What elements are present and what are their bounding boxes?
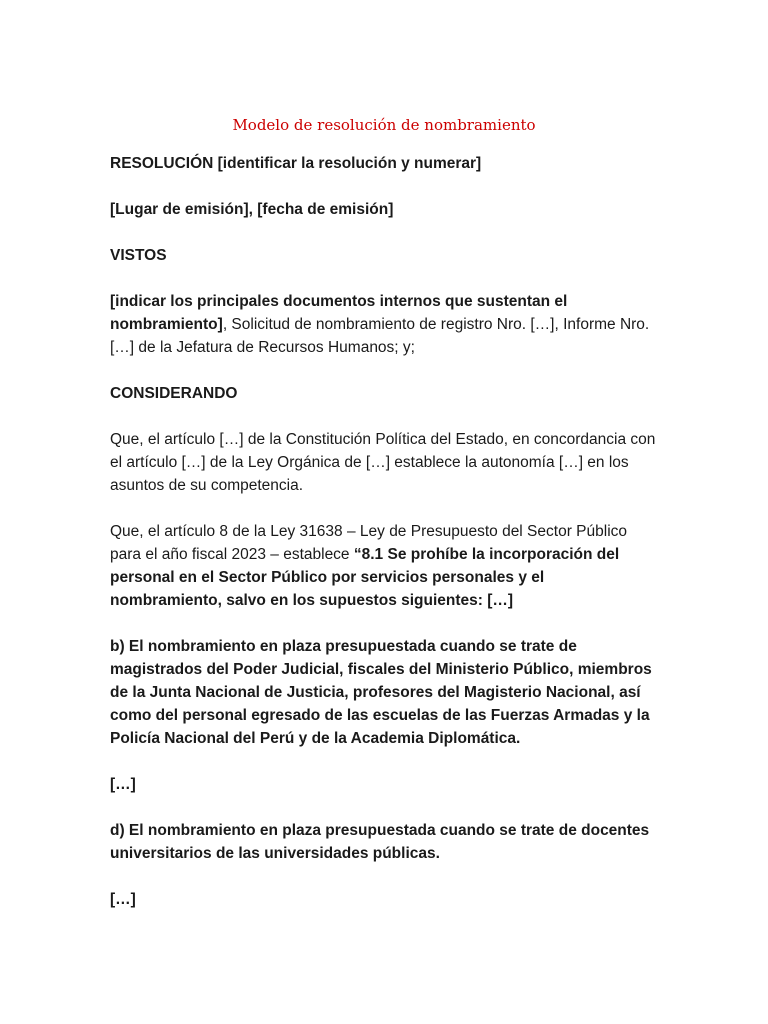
vistos-heading: VISTOS [110,247,167,264]
paragraph-2-quote: “8.1 Se prohíbe la incorporación del personal en el Sector Público por servicios personales y el nombramiento, salvo en los supuestos siguientes: […] [110,546,620,609]
considerando-heading: CONSIDERANDO [110,385,238,402]
item-b-paragraph: b) El nombramiento en plaza presupuestada cuando se trate de magistrados del Poder Judicial, fiscales del Ministerio Público, miembros de la Junta Nacional de Justicia, profesores del Magisterio Nacional, así como del personal egresado de las escuelas de las Fuerzas Armadas y la Policía Nacional del Perú y de la Academia Diplomática. [110,638,652,747]
vistos-paragraph [110,290,660,359]
place-date-line: [Lugar de emisión], [fecha de emisión] [110,201,394,218]
document-title: Modelo de resolución de nombramiento [232,116,536,134]
paragraph-2-text: Que, el artículo 8 de la Ley 31638 – Ley de Presupuesto del Sector Público para el año fiscal 2023 – establece [110,523,628,563]
ellipsis-2: […] [110,891,136,908]
item-d-paragraph: d) El nombramiento en plaza presupuestada cuando se trate de docentes universitarios de las universidades públicas. [110,822,650,862]
vistos-text: , Solicitud de nombramiento de registro Nro. […], Informe Nro. […] de la Jefatura de Recursos Humanos; y; [110,316,650,356]
considerando-paragraph-1: Que, el artículo […] de la Constitución Política del Estado, en concordancia con el artículo […] de la Ley Orgánica de […] establece la autonomía […] en los asuntos de su competencia. [110,431,656,494]
resolution-heading: RESOLUCIÓN [identificar la resolución y numerar] [110,155,482,172]
document-body [110,152,660,934]
ellipsis-1: […] [110,776,136,793]
vistos-bold-text: [indicar los principales documentos internos que sustentan el nombramiento] [110,293,568,333]
considerando-paragraph-2 [110,520,660,612]
